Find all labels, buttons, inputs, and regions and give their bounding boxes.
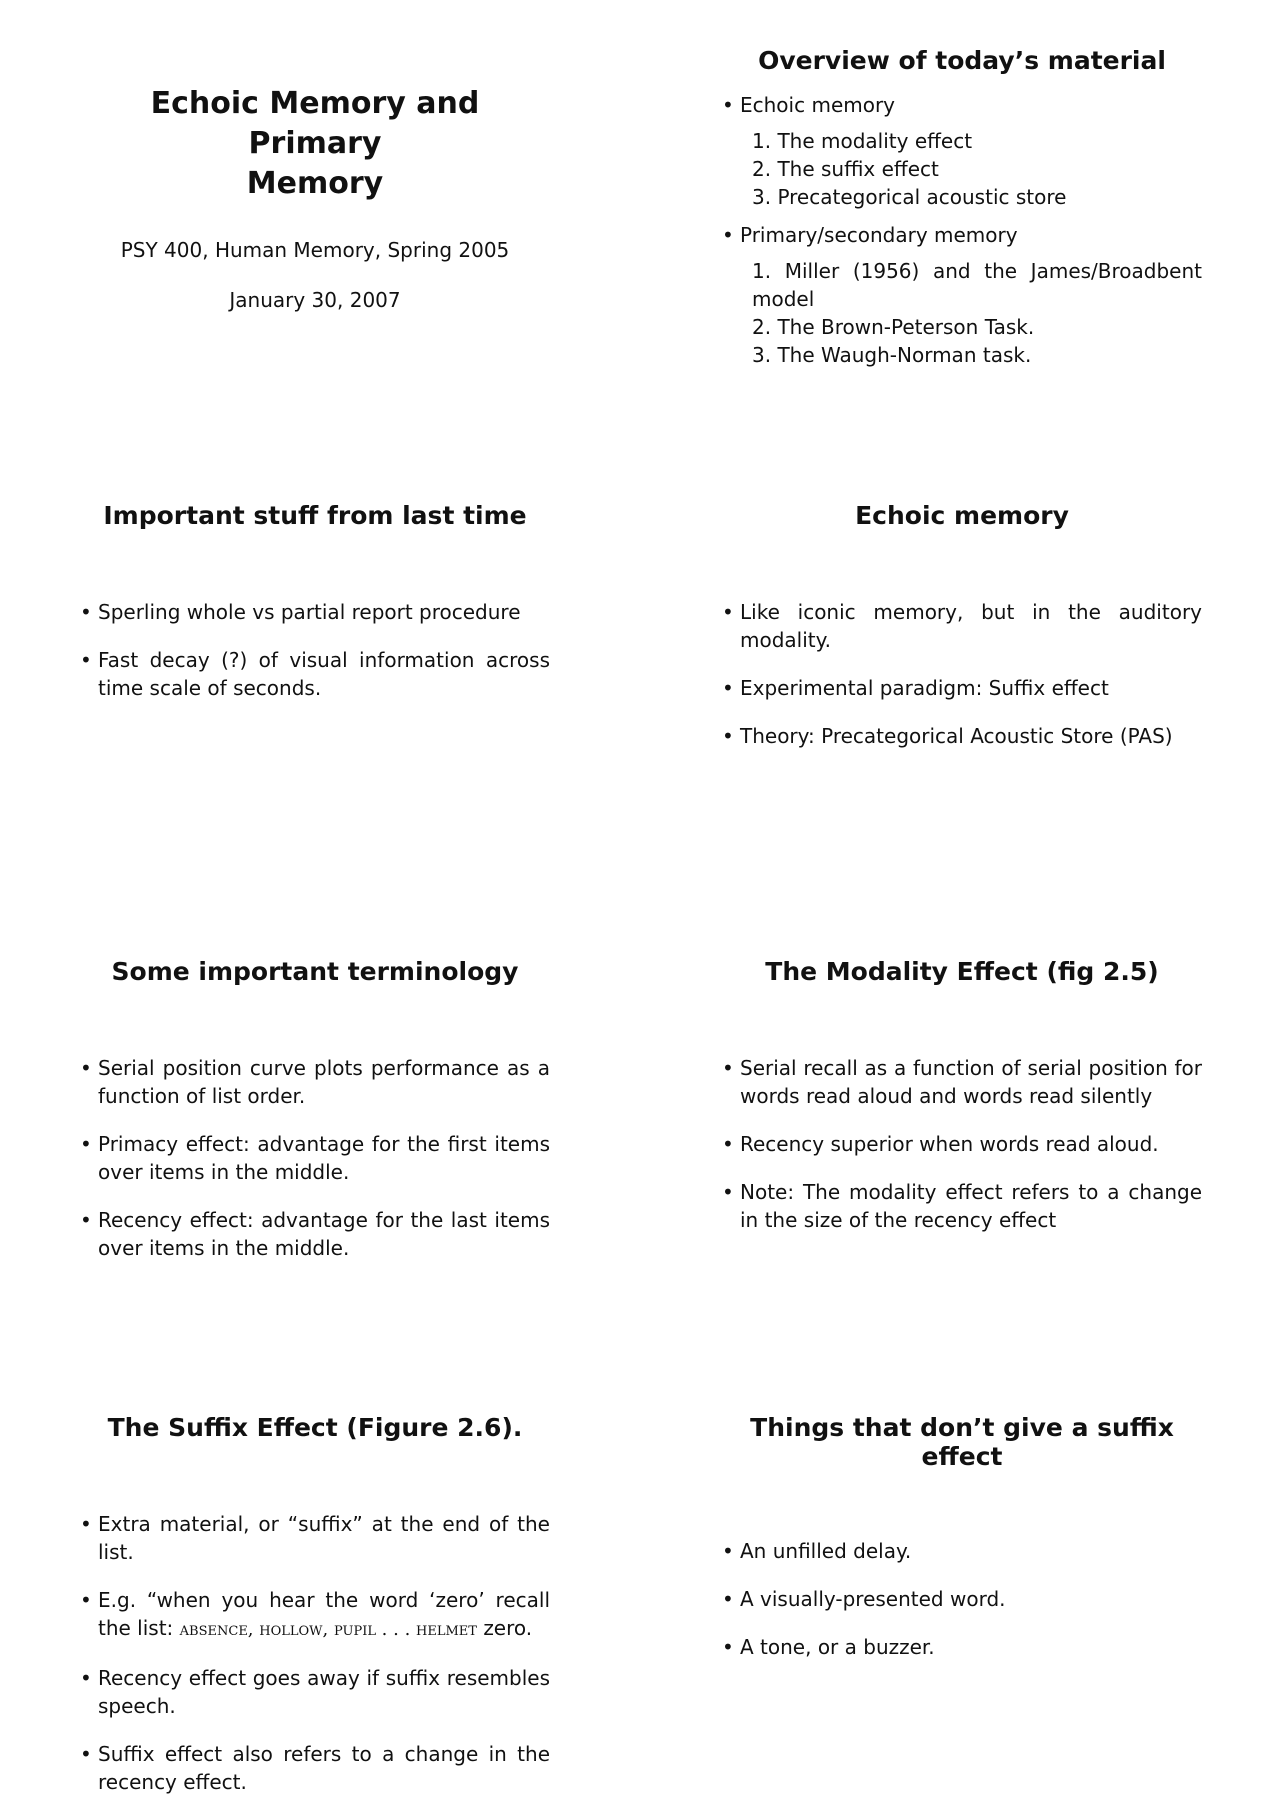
list-item: 2. The suffix effect: [752, 157, 939, 181]
list-item: • Recency effect goes away if suffix resembles speech.: [80, 1666, 550, 1718]
list-item: 1. Miller (1956) and the James/Broadbent model: [752, 259, 1202, 311]
overview-group-primary: • Primary/secondary memory 1. Miller (1956) and the James/Broadbent model 2. The Brown-Peterson Task. 3. The Waugh-Norman task.: [722, 223, 1202, 367]
list-item: • Experimental paradigm: Suffix effect: [722, 676, 1109, 700]
terminology-slide: [80, 957, 550, 1262]
no-suffix-list: [722, 1537, 1202, 1661]
last-time-list: [80, 598, 550, 702]
list-item: • Fast decay (?) of visual information across time scale of seconds.: [80, 648, 550, 700]
document-title-line1: Echoic Memory and Primary: [150, 86, 480, 161]
terminology-list: [80, 1054, 550, 1262]
echoic-slide: [722, 501, 1202, 750]
modality-slide: [722, 957, 1202, 1234]
document-date: January 30, 2007: [229, 288, 401, 312]
title-slide: [80, 84, 550, 312]
list-item: • Recency superior when words read aloud.: [722, 1132, 1159, 1156]
list-item: • Extra material, or “suffix” at the end of the list.: [80, 1512, 550, 1564]
list-item: • Recency effect: advantage for the last items over items in the middle.: [80, 1208, 550, 1260]
echoic-title: Echoic memory: [855, 501, 1069, 530]
overview-sublist-primary: [740, 257, 1202, 369]
list-item: • A visually-presented word.: [722, 1587, 1006, 1611]
overview-sublist-echoic: [740, 127, 1202, 211]
last-time-title: Important stuff from last time: [103, 501, 527, 530]
suffix-list: [80, 1510, 550, 1796]
no-suffix-title: Things that don’t give a suffix effect: [750, 1413, 1174, 1471]
overview-slide: [722, 46, 1202, 379]
overview-title: Overview of today’s material: [758, 46, 1166, 75]
modality-list: [722, 1054, 1202, 1234]
list-item: • Primacy effect: advantage for the first items over items in the middle.: [80, 1132, 550, 1184]
document-title-line2: Memory: [246, 166, 384, 201]
list-item: • An unfilled delay.: [722, 1539, 912, 1563]
list-item: • Note: The modality effect refers to a change in the size of the recency effect: [722, 1180, 1202, 1232]
modality-title: The Modality Effect (fig 2.5): [765, 957, 1159, 986]
list-item: • Sperling whole vs partial report procedure: [80, 600, 521, 624]
overview-list: [722, 91, 1202, 369]
list-item: • Serial recall as a function of serial position for words read aloud and words read silently: [722, 1056, 1202, 1108]
document-title: [80, 84, 550, 204]
suffix-title: The Suffix Effect (Figure 2.6).: [107, 1413, 523, 1442]
list-item: 2. The Brown-Peterson Task.: [752, 315, 1035, 339]
terminology-title: Some important terminology: [111, 957, 519, 986]
list-item: • Serial position curve plots performance as a function of list order.: [80, 1056, 550, 1108]
last-time-slide: [80, 501, 550, 702]
suffix-slide: [80, 1413, 550, 1796]
list-item: • Theory: Precategorical Acoustic Store (PAS): [722, 724, 1173, 748]
list-item: • E.g. “when you hear the word ‘zero’ recall the list: absence, hollow, pupil . . . helmet zero.: [80, 1588, 550, 1640]
suffix-word-list: absence, hollow, pupil . . . helmet: [179, 1619, 477, 1640]
list-item: 3. The Waugh-Norman task.: [752, 343, 1032, 367]
overview-group-echoic: • Echoic memory 1. The modality effect 2. The suffix effect 3. Precategorical acoustic store: [722, 91, 1202, 211]
echoic-list: [722, 598, 1202, 750]
no-suffix-slide: [722, 1413, 1202, 1661]
list-item: • A tone, or a buzzer.: [722, 1635, 935, 1659]
list-item: 3. Precategorical acoustic store: [752, 185, 1067, 209]
list-item: 1. The modality effect: [752, 129, 973, 153]
list-item: • Suffix effect also refers to a change in the recency effect.: [80, 1742, 550, 1794]
list-item: • Like iconic memory, but in the auditory modality.: [722, 600, 1202, 652]
course-info: PSY 400, Human Memory, Spring 2005: [120, 238, 510, 262]
